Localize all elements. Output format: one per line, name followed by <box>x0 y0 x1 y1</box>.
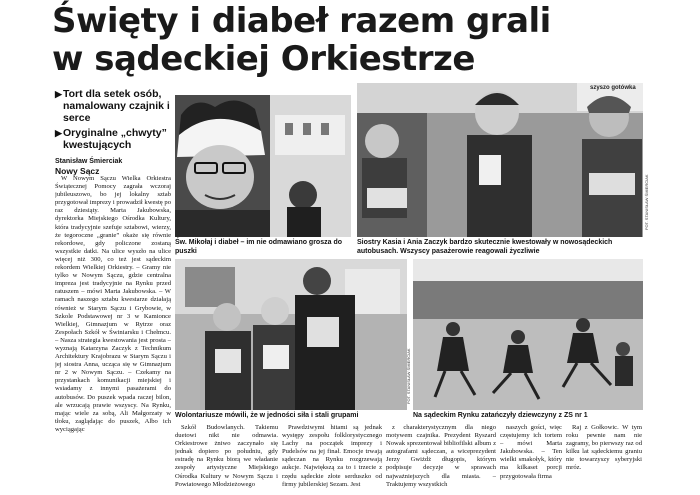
byline <box>55 157 170 177</box>
photo-caption: Na sądeckim Rynku zatańczyły dziewczyny z ZS nr 1 <box>413 412 588 419</box>
body-column-3: Prawdziwymi hitami są jednak występy zespołu folklorystycznego Lachy na początek imprezy i Pudelsów na jej finał. Emocje trwają sądeczan na Rynku rozgrzewają aukcje. Największą za to i trzecie z rzędu sądeckie złote serduszko od firmy jubilerskiej Sezam. Jest <box>282 424 382 488</box>
photo-dancers <box>413 259 643 410</box>
lead-item: ▶ Tort dla setek osób, namalowany czajnik i serce <box>55 88 170 124</box>
body-column-1: W Nowym Sączu Wielka Orkiestra Świątecznej Pomocy zagrała wczoraj jubileuszowo, bo jej lokalny sztab przygotował imprezy i prowadził kwestę po raz dziesiąty. Marta Jakubowska, dyrektorka Miejskiego Ośrodka Kultury, która tradycyjnie szefuje sztabowi, wierzy, że tegoroczne „granie” okaże się równie rekordowe, gdy policzone zostaną wszystkie datki. Na ulice wyszło na ulice więcej niż 300, co też jest sądeckim rekordem Wielkiej Orkiestry. – Gramy nie tylko w Nowym Sączu, gdzie centralna impreza jest tradycyjnie na Rynku przed ratuszem – mówi Marta Jakubowska. – W ramach naszego sztabu kwestarze działają również w Starym Sączu i Grybowie, w Szkole Podstawowej nr 3 w Kamionce Wielkiej, Gimnazjum w Rytrze oraz Zespołach Szkół w Świniarsku i Chełmcu. – Nasza strategia kwestowania jest prosta – wyznają Katarzyna Zaczyk z Technikum Architektury Krajobrazu w Starym Sączu i jej siostra Anna, ucząca się w Gimnazjum nr 2 w Nowym Sączu. – Czekamy na przystankach komunikacji miejskiej i wsiadamy z innymi pasażerami do autobusów. Do puszek wpada raczej bilon, ale wrzucają prawie wszyscy. Na Rynku, mając wiele za sobą, Ali Małgorzaty w tłoku, zaglądając do puszek, Albo ich wyciągając <box>55 175 171 433</box>
photo-caption: Siostry Kasia i Ania Zaczyk bardzo skutecznie kwestowały w nowosądeckich autobusach. Wszyscy pasażerowie reagowali życzliwie <box>357 239 613 255</box>
lead-item: ▶ Oryginalne „chwyty” kwestujących <box>55 127 167 151</box>
photo-volunteers <box>175 259 407 410</box>
author-name: Stanisław Śmierciak <box>55 158 123 165</box>
photo-caption: Wolontariusze mówili, że w jedności siła i stali grupami <box>175 412 359 419</box>
photo-credit: FOT. STANISŁAW ŚMIERCIAK <box>644 174 649 230</box>
photo-sisters-in-bus <box>357 83 643 237</box>
triangle-bullet-icon: ▶ <box>55 89 62 99</box>
headline <box>52 2 652 78</box>
body-column-5: naszych gości, więc częstujemy ich tortem – mówi Marta Jakubowska. – Ten wielki smakołyk, który ma kilkaset porcji przygotowała firma <box>500 424 562 480</box>
headline-line-2: w sądeckiej Orkiestrze <box>52 39 475 79</box>
triangle-bullet-icon: ▶ <box>55 128 62 138</box>
dateline-place: Nowy Sącz <box>55 166 100 176</box>
photo-caption: Św. Mikołaj i diabeł – im nie odmawiano grosza do puszki <box>175 239 342 255</box>
headline-line-1: Święty i diabeł razem grali <box>52 1 551 41</box>
bus-sign: szyszo gotówka <box>590 85 636 91</box>
photo-santa-and-devil <box>175 95 351 237</box>
lead-box <box>55 88 170 154</box>
body-column-2: Szkół Budowlanych. Takiemu duetowi nikt nie odmawia. Orkiestrowe żniwo zaczynało się jednak dopiero po południu, gdy estradę na Rynku biorą we władanie zespoły artystyczne Miejskiego Ośrodka Kultury w Nowym Sączu i Powiatowego Młodzieżowego <box>175 424 278 488</box>
body-column-4: z charakterystycznym dla niego motywem czajnika. Prezydent Ryszard Nowak sprezentował bibliofilski album z autografami sądeczan, a wiceprezydent Jerzy Gwiżdż długopis, którym podpisuje decyzje w sprawach najważniejszych dla miasta. – Traktujemy wszystkich <box>386 424 496 488</box>
photo-credit: FOT. STANISŁAW ŚMIERCIAK <box>406 348 411 404</box>
body-column-6: Raj z Gołkowic. W tym roku pewnie nam nie zagramy, bo pierwszy raz od kilku lat sądeckiemu graniu nie towarzyszy syberyjski mróz. <box>566 424 642 472</box>
